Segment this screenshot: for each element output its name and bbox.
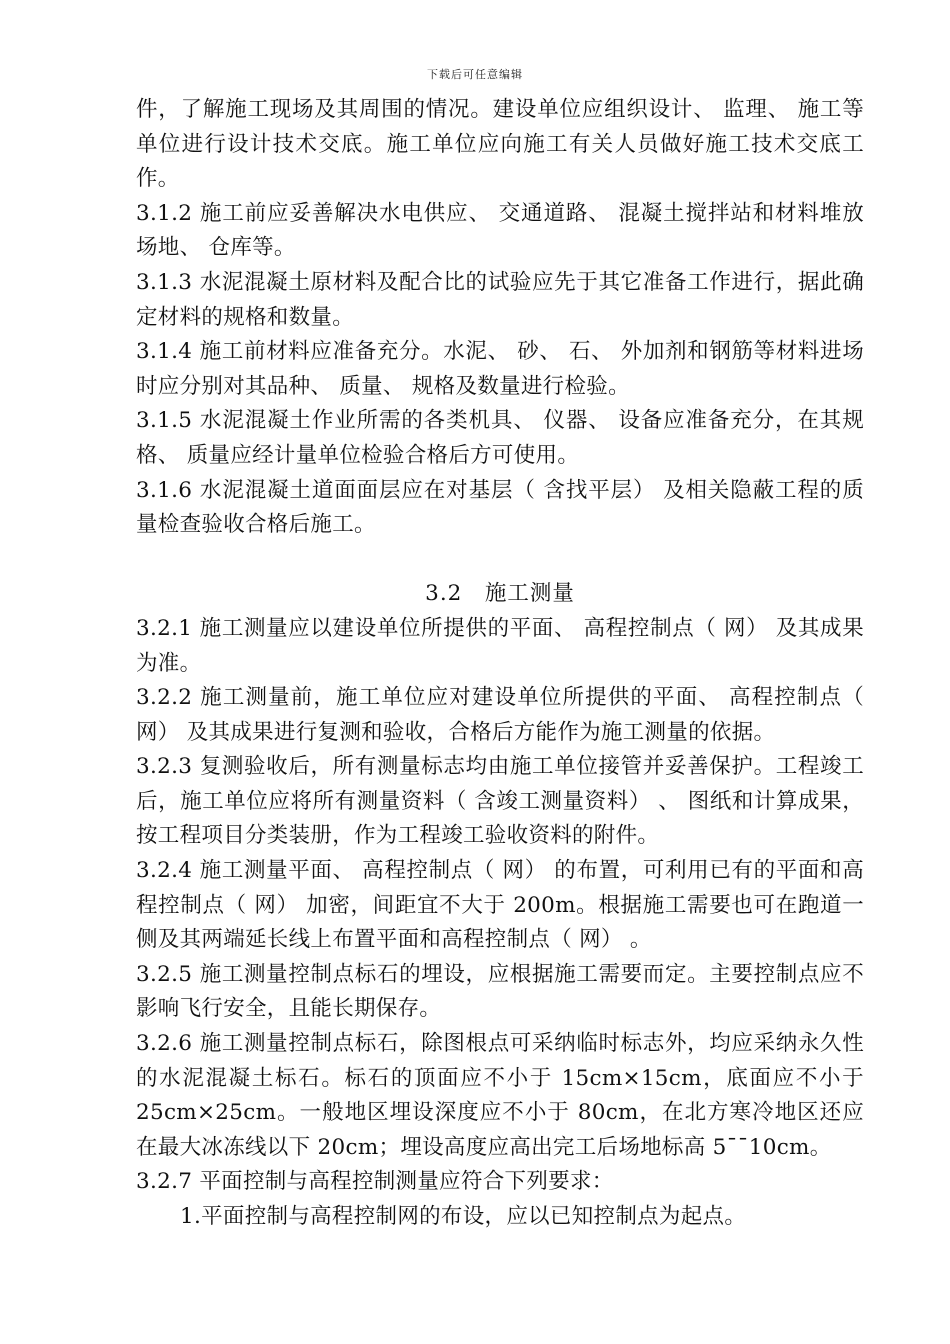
paragraph-3-2-2: 3.2.2 施工测量前，施工单位应对建设单位所提供的平面、 高程控制点（ 网） 及其成果进行复测和验收，合格后方能作为施工测量的依据。 (136, 685, 864, 745)
paragraph-3-2-6: 3.2.6 施工测量控制点标石，除图根点可采纳临时标志外，均应采纳永久性的水泥混凝土标石。标石的顶面应不小于 15cm×15cm，底面应不小于 25cm×25cm。一般地区埋设深度应不小于 80cm，在北方寒冷地区还应在最大冰冻线以下 20cm；埋设高度应高出完工后场地标高 5¯¯10cm。 (136, 1031, 864, 1160)
paragraph-3-1-1-continued: 件，了解施工现场及其周围的情况。建设单位应组织设计、 监理、 施工等单位进行设计技术交底。施工单位应向施工有关人员做好施工技术交底工作。 (136, 97, 864, 192)
list-item-1: 1.平面控制与高程控制网的布设，应以已知控制点为起点。 (180, 1204, 747, 1229)
paragraph-3-1-4: 3.1.4 施工前材料应准备充分。水泥、 砂、 石、 外加剂和钢筋等材料进场时应分别对其品种、 质量、 规格及数量进行检验。 (136, 339, 864, 399)
section-title-3-2: 3.2 施工测量 (425, 581, 575, 607)
paragraph-3-1-2: 3.1.2 施工前应妥善解决水电供应、 交通道路、 混凝土搅拌站和材料堆放场地、 仓库等。 (136, 200, 864, 261)
paragraph-3-1-6: 3.1.6 水泥混凝土道面面层应在对基层（ 含找平层） 及相关隐蔽工程的质量检查验收合格后施工。 (136, 477, 864, 538)
paragraph-3-1-3: 3.1.3 水泥混凝土原材料及配合比的试验应先于其它准备工作进行，据此确定材料的规格和数量。 (136, 269, 864, 330)
paragraph-3-2-1: 3.2.1 施工测量应以建设单位所提供的平面、 高程控制点（ 网） 及其成果为准。 (136, 615, 864, 676)
paragraph-3-2-7: 3.2.7 平面控制与高程控制测量应符合下列要求： (136, 1169, 614, 1195)
document-body (136, 93, 864, 1235)
paragraph-3-2-4: 3.2.4 施工测量平面、 高程控制点（ 网） 的布置，可利用已有的平面和高程控制点（ 网） 加密，间距宜不大于 200m。根据施工需要也可在跑道一侧及其两端延长线上布置平面和高程控制点（ 网） 。 (136, 858, 864, 953)
paragraph-3-2-3: 3.2.3 复测验收后，所有测量标志均由施工单位接管并妥善保护。工程竣工后，施工单位应将所有测量资料（ 含竣工测量资料） 、 图纸和计算成果，按工程项目分类装册，作为工程竣工验收资料的附件。 (136, 754, 864, 849)
page-header-note: 下载后可任意编辑 (427, 68, 523, 81)
paragraph-3-1-5: 3.1.5 水泥混凝土作业所需的各类机具、 仪器、 设备应准备充分，在其规格、 质量应经计量单位检验合格后方可使用。 (136, 408, 864, 468)
paragraph-3-2-5: 3.2.5 施工测量控制点标石的埋设，应根据施工需要而定。主要控制点应不影响飞行安全，且能长期保存。 (136, 961, 864, 1022)
